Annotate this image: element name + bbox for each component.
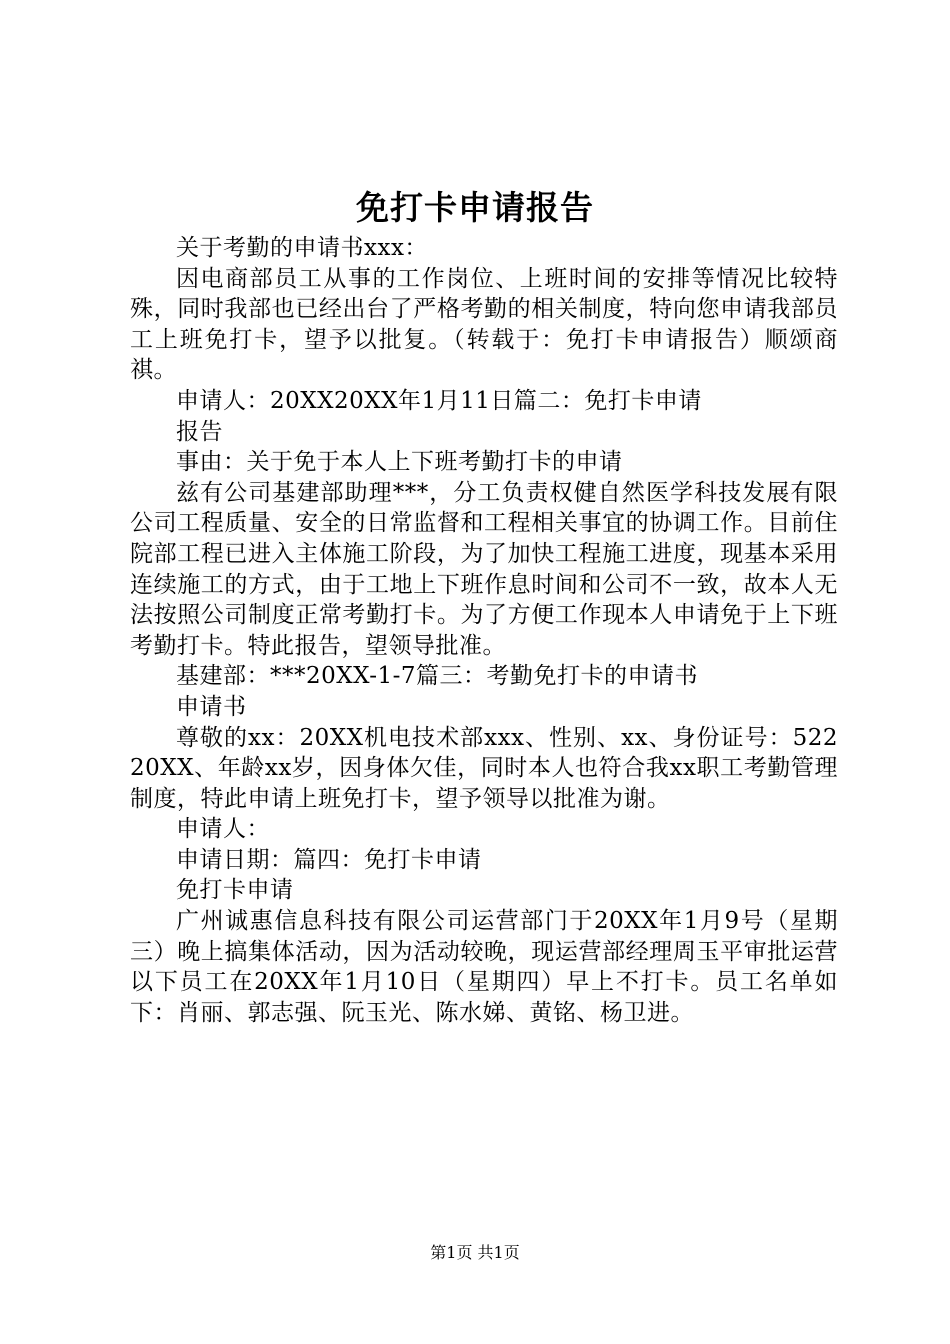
document-title: 免打卡申请报告 <box>356 188 594 227</box>
paragraph: 基建部：***20XX-1-7篇三：考勤免打卡的申请书 <box>176 663 699 690</box>
paragraph: 尊敬的xx：20XX机电技术部xxx、性别、xx、身份证号：52220XX、年龄xx岁，因身体欠佳，同时本人也符合我xx职工考勤管理制度，特此申请上班免打卡，望予领导以批准为谢。 <box>130 724 838 812</box>
paragraph: 关于考勤的申请书xxx： <box>176 235 428 261</box>
paragraph: 申请人： <box>176 816 270 843</box>
paragraph: 事由：关于免于本人上下班考勤打卡的申请 <box>176 449 623 476</box>
page-number-footer: 第1页 共1页 <box>430 1243 520 1262</box>
paragraph: 因电商部员工从事的工作岗位、上班时间的安排等情况比较特殊，同时我部也已经出台了严格考勤的相关制度，特向您申请我部员工上班免打卡，望予以批复。（转载于：免打卡申请报告）顺颂商祺。 <box>130 265 838 384</box>
paragraph: 免打卡申请 <box>176 877 294 904</box>
paragraph: 申请人：20XX20XX年1月11日篇二：免打卡申请 <box>176 387 702 414</box>
paragraph: 兹有公司基建部助理***，分工负责权健自然医学科技发展有限公司工程质量、安全的日常监督和工程相关事宜的协调工作。目前住院部工程已进入主体施工阶段，为了加快工程施工进度，现基本采用连续施工的方式，由于工地上下班作息时间和公司不一致，故本人无法按照公司制度正常考勤打卡。为了方便工作现本人申请免于上下班考勤打卡。特此报告，望领导批准。 <box>130 479 838 659</box>
document-body <box>130 233 838 1028</box>
paragraph: 申请书 <box>176 693 247 720</box>
paragraph: 申请日期：篇四：免打卡申请 <box>176 846 482 873</box>
paragraph: 报告 <box>176 418 223 445</box>
paragraph: 广州诚惠信息科技有限公司运营部门于20XX年1月9号（星期三）晚上搞集体活动，因为活动较晚，现运营部经理周玉平审批运营以下员工在20XX年1月10日（星期四）早上不打卡。员工名单如下：肖丽、郭志强、阮玉光、陈水娣、黄铭、杨卫进。 <box>130 908 838 1026</box>
